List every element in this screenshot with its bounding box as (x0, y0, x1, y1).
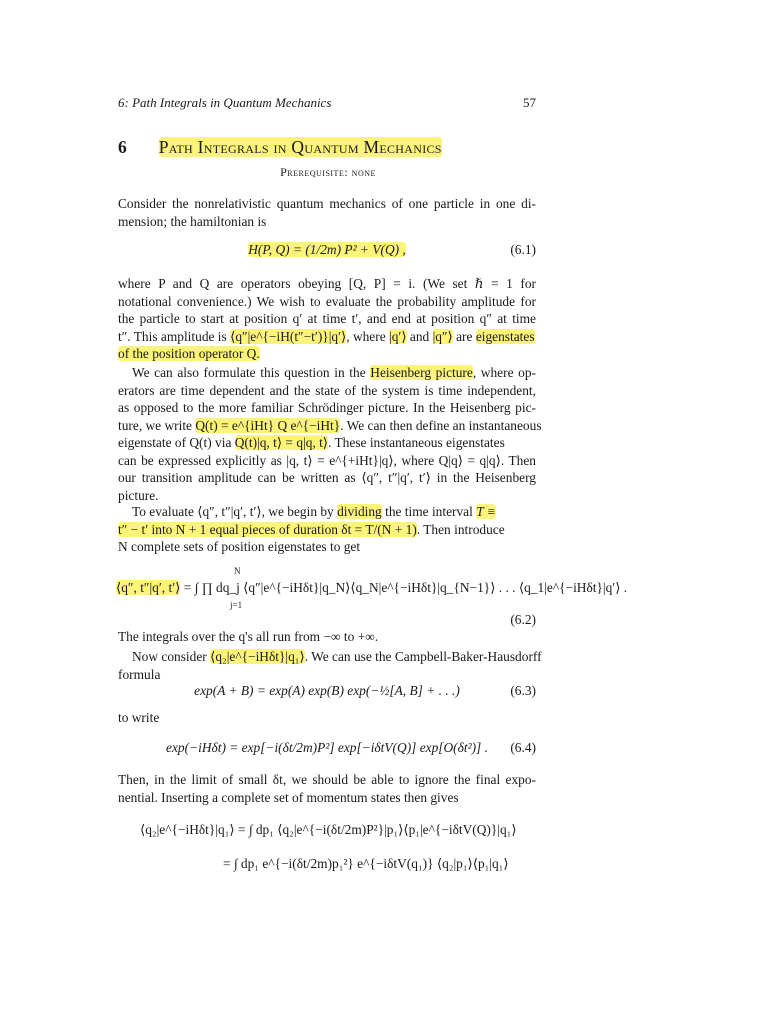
heisenberg-paragraph (118, 364, 542, 504)
evaluate-paragraph (118, 503, 536, 556)
text-span: eigenstate of Q(t) via (118, 435, 235, 450)
text-line (118, 417, 542, 435)
text-span: . We can then define an instantaneous (340, 417, 542, 433)
highlight-eigenstates: eigenstates (475, 328, 535, 344)
highlight-amplitude: ⟨q″|e^{−iH(t″−t′)}|q′⟩ (230, 328, 347, 344)
text-span: and (406, 328, 433, 344)
equation-number: (6.4) (510, 740, 536, 755)
section-title: Path Integrals in Quantum Mechanics (158, 137, 442, 157)
text-line: Then, in the limit of small δt, we should be able to ignore the final expo- (118, 772, 536, 787)
equation-6-2 (116, 566, 628, 627)
equation-number: (6.1) (510, 242, 536, 257)
states-paragraph (118, 275, 536, 363)
intro-paragraph (118, 195, 536, 230)
highlight-matrix-element: ⟨q₂|e^{−iHδt}|q₁⟩ (210, 649, 305, 664)
text-line (118, 503, 536, 521)
text-line: Consider the nonrelativistic quantum mechanics of one particle in one di- (118, 196, 536, 211)
text-line: where P and Q are operators obeying [Q, P] = i. (We set ℏ = 1 for (118, 276, 536, 291)
text-span: ture, we write (118, 417, 196, 433)
text-line: our transition amplitude can be written as ⟨q″, t″|q′, t′⟩ in the Heisenberg (118, 470, 536, 485)
text-span: . We can use the Campbell-Baker-Hausdorff (304, 649, 542, 664)
equation-6-4 (118, 740, 536, 756)
equation-expr: exp(A + B) = exp(A) exp(B) exp(−½[A, B] + . . .) (194, 683, 460, 698)
prerequisite: Prerequisite: none (280, 165, 376, 179)
text-span: . These instantaneous eigenstates (328, 435, 505, 450)
running-header: 6: Path Integrals in Quantum Mechanics (118, 95, 332, 110)
text-span: Now consider (132, 649, 211, 664)
text-line: picture. (118, 487, 159, 503)
highlight-q-of-t-ket: Q(t)|q, t⟩ = q|q, t⟩ (234, 435, 329, 450)
page-number: 57 (523, 95, 536, 110)
equation-6-3 (118, 683, 536, 699)
highlight-position-operator: of the position operator Q. (118, 346, 260, 361)
text-line: nential. Inserting a complete set of momentum states then gives (118, 789, 459, 805)
text-span: To evaluate ⟨q″, t″|q′, t′⟩, we begin by (132, 504, 338, 519)
section-heading (118, 137, 538, 158)
text-line: to write (118, 710, 160, 725)
text-span: the time interval (381, 504, 477, 519)
text-line (118, 434, 536, 452)
text-span: , where (346, 328, 390, 344)
text-span: . Then introduce (416, 521, 505, 537)
text-line (118, 364, 536, 382)
text-span: , where op- (472, 365, 537, 380)
text-line: erators are time dependent and the state of the system is time independent, (118, 382, 536, 398)
text-line (118, 328, 536, 346)
text-line: as opposed to the more familiar Schrödinger picture. In the Heisenberg pic- (118, 400, 536, 415)
to-write-text (118, 709, 536, 727)
highlight-equal-pieces: t″ − t′ into N + 1 equal pieces of duration δt = T/(N + 1) (118, 521, 417, 537)
highlight-dividing: dividing (337, 504, 382, 519)
then-paragraph (118, 771, 536, 806)
integrals-paragraph (118, 628, 536, 646)
highlight-t-equiv: T ≡ (476, 504, 496, 519)
highlight-ket-q-prime: |q′⟩ (389, 328, 407, 344)
equation-body (116, 580, 627, 596)
section-number: 6 (118, 137, 128, 157)
text-line: N complete sets of position eigenstates to get (118, 539, 361, 554)
highlight-ket-q-double-prime: |q″⟩ (432, 328, 453, 344)
text-line: notational convenience.) We wish to evaluate the probability amplitude for (118, 293, 536, 309)
text-line (118, 648, 542, 666)
text-line (118, 521, 536, 539)
product-lower-limit: j=1 (230, 600, 243, 610)
text-span: t″. This amplitude is (118, 328, 231, 344)
equation-expr: exp(−iHδt) = exp[−i(δt/2m)P²] exp[−iδtV(Q)] exp[O(δt²)] . (166, 740, 488, 755)
equation-number: (6.3) (510, 683, 536, 698)
consider-paragraph (118, 648, 542, 683)
equation-rhs: = ∫ ∏ dq_j ⟨q″|e^{−iHδt}|q_N⟩⟨q_N|e^{−iHδt}|q_{N−1}⟩ . . . ⟨q_1|e^{−iHδt}|q′⟩ . (180, 580, 628, 595)
text-line: the particle to start at position q′ at time t′, and end at position q″ at time (118, 311, 536, 326)
equation-6-1 (118, 242, 536, 258)
text-line (118, 345, 536, 363)
equation-line: ⟨q₂|e^{−iHδt}|q₁⟩ = ∫ dp₁ ⟨q₂|e^{−i(δt/2m)P²}|p₁⟩⟨p₁|e^{−iδtV(Q)}|q₁⟩ (140, 822, 517, 837)
product-upper-limit: N (234, 566, 241, 576)
text-line: mension; the hamiltonian is (118, 213, 267, 229)
equation-expr: H(P, Q) = (1/2m) P² + V(Q) , (248, 242, 406, 257)
text-line: can be expressed explicitly as |q, t⟩ = e^{+iHt}|q⟩, where Q|q⟩ = q|q⟩. Then (118, 452, 536, 468)
text-line: formula (118, 666, 161, 682)
text-line: The integrals over the q's all run from −∞ to +∞. (118, 629, 379, 644)
highlight-amplitude-lhs: ⟨q″, t″|q′, t′⟩ (116, 580, 181, 595)
equation-number: (6.2) (510, 612, 536, 627)
highlight-q-of-t: Q(t) = e^{iHt} Q e^{−iHt} (195, 417, 341, 433)
text-span: are (452, 328, 476, 344)
text-span: We can also formulate this question in the (132, 365, 371, 380)
highlight-heisenberg-picture: Heisenberg picture (370, 365, 473, 380)
equation-line: = ∫ dp₁ e^{−i(δt/2m)p₁²} e^{−iδtV(q₁)} ⟨q₂|p₁⟩⟨p₁|q₁⟩ (223, 856, 509, 871)
